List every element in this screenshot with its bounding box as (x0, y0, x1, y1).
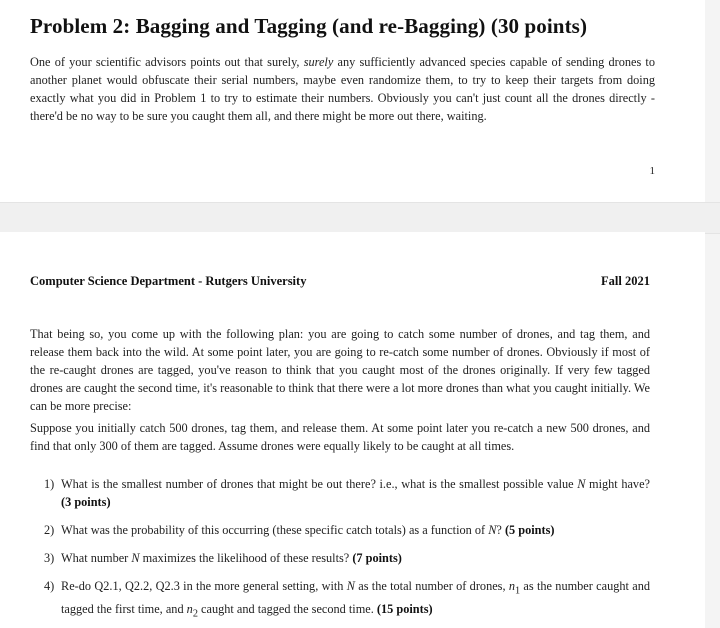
question-points: (5 points) (504, 523, 555, 537)
question-item (44, 521, 650, 539)
question-points: (15 points) (376, 602, 433, 617)
question-number: 1) (44, 477, 55, 491)
header-department: Computer Science Department - Rutgers University (30, 274, 307, 288)
question-text: What was the probability of this occurring (these specific catch totals) as a function of N? (5 points) (61, 523, 555, 537)
viewer-scroll-gutter (705, 0, 720, 628)
question-text: Re-do Q2.1, Q2.2, Q2.3 in the more general setting, with N as the total number of drones, $n_1$ as the number caught and tagged the first time, and $n_2$ caught and tagged the second time. (15 points) (61, 579, 650, 620)
intro-text-end: any sufficiently advanced species capable of sending drones to another planet would obfuscate their serial numbers, maybe even randomize them, to try to keep their targets from doing exactly what you did in Problem 1 to try to estimate their numbers. Obviously you can't just count all the drones directly - there'd be no way to be sure you caught them all, and there might be more out there, waiting. (30, 55, 655, 123)
question-number: 3) (44, 551, 55, 565)
problem-title: Problem 2: Bagging and Tagging (and re-Bagging) (30 points) (30, 14, 588, 38)
question-item (44, 577, 650, 624)
question-text: What number N maximizes the likelihood of these results? (7 points) (61, 551, 402, 565)
page-header (30, 274, 650, 289)
question-number: 4) (44, 579, 55, 593)
document-page-1 (0, 0, 705, 202)
question-item (44, 549, 650, 567)
page-separator (0, 202, 720, 234)
question-list (44, 475, 650, 624)
problem-body (30, 325, 650, 455)
plan-paragraph: That being so, you come up with the following plan: you are going to catch some number of drones, and tag them, and release them back into the wild. At some point later, you are going to re-catch some number of drones. Obviously if most of the re-caught drones are tagged, you've reason to think that you caught most of the drones originally. If very few tagged drones are caught the second time, it's reasonable to think that there were a lot more drones than what you caught initially. We can be more precise: (30, 327, 650, 413)
question-points: (7 points) (352, 551, 402, 565)
page-number: 1 (649, 165, 655, 177)
suppose-paragraph: Suppose you initially catch 500 drones, tag them, and release them. At some point later you re-catch a new 500 drones, and find that only 300 of them are tagged. Assume drones were equally likely to be caught at all times. (30, 421, 650, 453)
question-item (44, 475, 650, 511)
question-number: 2) (44, 523, 55, 537)
question-text: What is the smallest number of drones that might be out there? i.e., what is the smallest possible value N might have? (3 points) (61, 477, 650, 509)
document-page-2 (0, 232, 705, 628)
intro-emphasis: surely (303, 55, 334, 69)
intro-text-start: One of your scientific advisors points out that surely, (30, 55, 304, 69)
intro-paragraph (30, 53, 655, 125)
question-points: (3 points) (61, 495, 111, 509)
header-term: Fall 2021 (601, 274, 650, 288)
